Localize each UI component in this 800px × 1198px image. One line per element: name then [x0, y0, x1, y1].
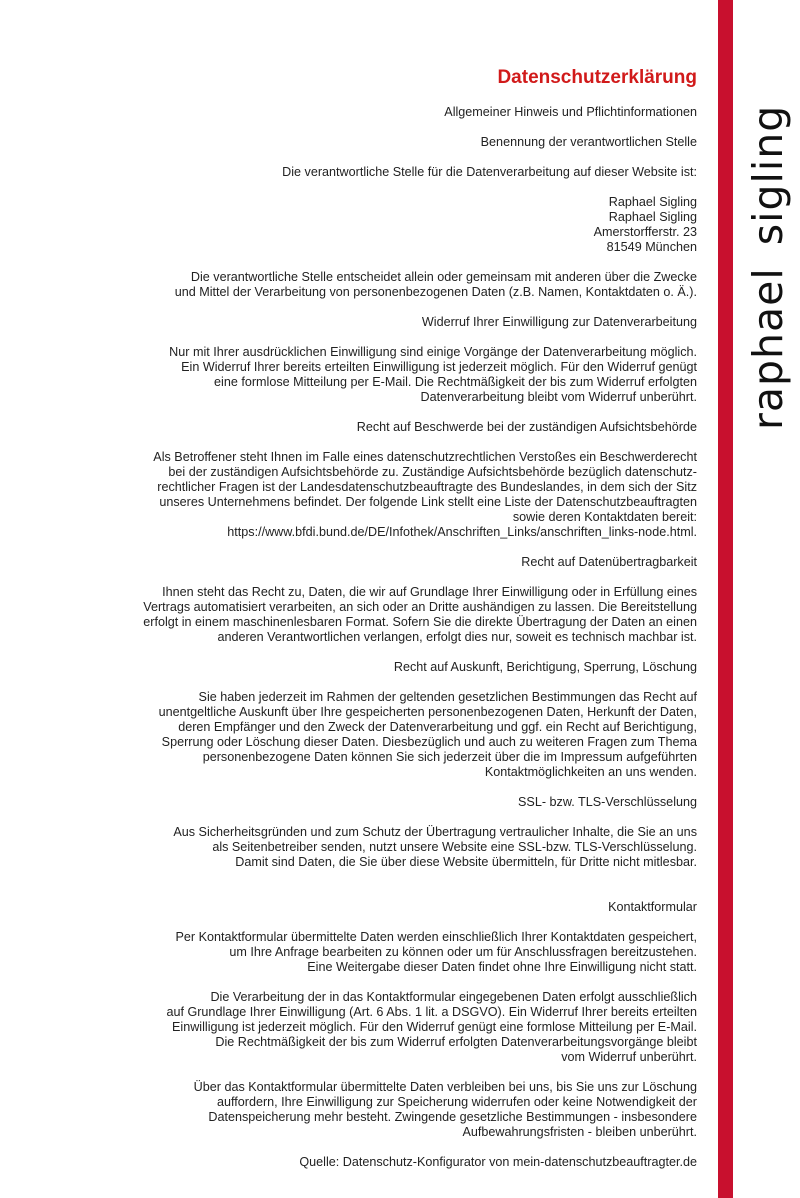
section-heading: Widerruf Ihrer Einwilligung zur Datenverarbeitung — [421, 315, 697, 329]
text-line: auffordern, Ihre Einwilligung zur Speicherung widerrufen oder keine Notwendigkeit der — [216, 1095, 697, 1109]
section-heading: Kontaktformular — [608, 900, 697, 914]
text-line: Einwilligung ist jederzeit möglich. Für den Widerruf genügt eine formlose Mitteilung per E-Mail. — [172, 1020, 697, 1034]
text-line: erfolgt in einem maschinenlesbaren Format. Sofern Sie die direkte Übertragung der Daten an einen — [143, 615, 697, 629]
text-line: rechtlicher Fragen ist der Landesdatenschutzbeauftragte des Bundeslandes, in dem sich der Sitz — [157, 480, 697, 494]
text-line: https://www.bfdi.bund.de/DE/Infothek/Anschriften_Links/anschriften_links-node.html. — [227, 525, 697, 539]
text-line: Über das Kontaktformular übermittelte Daten verbleiben bei uns, bis Sie uns zur Löschung — [193, 1080, 697, 1094]
text-line: deren Empfänger und den Zweck der Datenverarbeitung und ggf. ein Recht auf Berichtigung, — [178, 720, 697, 734]
text-line: Die Rechtmäßigkeit der bis zum Widerruf erfolgten Datenverarbeitungsvorgänge bleibt — [215, 1035, 697, 1049]
paragraph — [60, 195, 697, 255]
text-line: Datenspeicherung mehr besteht. Zwingende gesetzliche Bestimmungen - insbesondere — [208, 1110, 697, 1124]
text-line: Die verantwortliche Stelle entscheidet allein oder gemeinsam mit anderen über die Zwecke — [190, 270, 697, 284]
paragraph — [60, 1155, 697, 1170]
section-heading: Benennung der verantwortlichen Stelle — [480, 135, 697, 149]
text-line: Kontaktmöglichkeiten an uns wenden. — [484, 765, 697, 779]
paragraph — [60, 690, 697, 780]
text-line: eine formlose Mitteilung per E-Mail. Die Rechtmäßigkeit der bis zum Widerruf erfolgten — [214, 375, 697, 389]
spacer — [60, 885, 697, 900]
text-line: Die verantwortliche Stelle für die Datenverarbeitung auf dieser Website ist: — [282, 165, 697, 179]
paragraph — [60, 165, 697, 180]
privacy-policy-content — [60, 64, 697, 1185]
text-line: auf Grundlage Ihrer Einwilligung (Art. 6 Abs. 1 lit. a DSGVO). Ein Widerruf Ihrer bereits erteilten — [166, 1005, 697, 1019]
text-line: personenbezogene Daten können Sie sich jederzeit über die im Impressum aufgeführten — [202, 750, 697, 764]
text-line: Quelle: Datenschutz-Konfigurator von mein-datenschutzbeauftragter.de — [299, 1155, 697, 1169]
paragraph — [60, 930, 697, 975]
text-line: Sie haben jederzeit im Rahmen der geltenden gesetzlichen Bestimmungen das Recht auf — [198, 690, 697, 704]
policy-sections — [60, 105, 697, 1170]
text-line: Raphael Sigling — [608, 210, 697, 224]
brand-logo — [744, 105, 792, 430]
text-line: 81549 München — [606, 240, 697, 254]
text-line: Amerstorfferstr. 23 — [593, 225, 697, 239]
brand-accent-bar — [718, 0, 733, 1198]
text-line: um Ihre Anfrage bearbeiten zu können oder um für Anschlussfragen bereitzustehen. — [229, 945, 697, 959]
text-line: Die Verarbeitung der in das Kontaktformular eingegebenen Daten erfolgt ausschließlich — [210, 990, 697, 1004]
text-line: Aufbewahrungsfristen - bleiben unberührt. — [462, 1125, 697, 1139]
page-title: Datenschutzerklärung — [497, 67, 697, 88]
text-line: Datenverarbeitung bleibt vom Widerruf unberührt. — [420, 390, 697, 404]
text-line: und Mittel der Verarbeitung von personenbezogenen Daten (z.B. Namen, Kontaktdaten o. Ä.). — [174, 285, 697, 299]
text-line: Ihnen steht das Recht zu, Daten, die wir auf Grundlage Ihrer Einwilligung oder in Erfüllung eines — [162, 585, 697, 599]
paragraph — [60, 450, 697, 540]
section-heading: Allgemeiner Hinweis und Pflichtinformationen — [444, 105, 697, 119]
section-heading: Recht auf Datenübertragbarkeit — [521, 555, 697, 569]
text-line: unseres Unternehmens befindet. Der folgende Link stellt eine Liste der Datenschutzbeauftragten — [159, 495, 697, 509]
paragraph — [60, 825, 697, 870]
text-line: Vertrags automatisiert verarbeiten, an sich oder an Dritte aushändigen zu lassen. Die Bereitstellung — [143, 600, 697, 614]
paragraph — [60, 270, 697, 300]
text-line: Aus Sicherheitsgründen und zum Schutz der Übertragung vertraulicher Inhalte, die Sie an uns — [173, 825, 697, 839]
brand-first-name: raphael — [744, 267, 792, 430]
text-line: anderen Verantwortlichen verlangen, erfolgt dies nur, soweit es technisch machbar ist. — [217, 630, 697, 644]
paragraph — [60, 1080, 697, 1140]
brand-last-name: sigling — [744, 104, 792, 246]
paragraph — [60, 585, 697, 645]
paragraph — [60, 990, 697, 1065]
text-line: Nur mit Ihrer ausdrücklichen Einwilligung sind einige Vorgänge der Datenverarbeitung möglich. — [169, 345, 697, 359]
section-heading: Recht auf Auskunft, Berichtigung, Sperrung, Löschung — [393, 660, 697, 674]
text-line: bei der zuständigen Aufsichtsbehörde zu. Zuständige Aufsichtsbehörde bezüglich datenschutz- — [168, 465, 697, 479]
section-heading: SSL- bzw. TLS-Verschlüsselung — [518, 795, 697, 809]
paragraph — [60, 345, 697, 405]
text-line: sowie deren Kontaktdaten bereit: — [512, 510, 697, 524]
text-line: unentgeltliche Auskunft über Ihre gespeicherten personenbezogenen Daten, Herkunft der Daten, — [158, 705, 697, 719]
text-line: Per Kontaktformular übermittelte Daten werden einschließlich Ihrer Kontaktdaten gespeichert, — [175, 930, 697, 944]
text-line: Damit sind Daten, die Sie über diese Website übermitteln, für Dritte nicht mitlesbar. — [235, 855, 697, 869]
text-line: vom Widerruf unberührt. — [561, 1050, 697, 1064]
text-line: Raphael Sigling — [608, 195, 697, 209]
text-line: Ein Widerruf Ihrer bereits erteilten Einwilligung ist jederzeit möglich. Für den Widerruf genügt — [181, 360, 697, 374]
section-heading: Recht auf Beschwerde bei der zuständigen Aufsichtsbehörde — [356, 420, 697, 434]
text-line: Als Betroffener steht Ihnen im Falle eines datenschutzrechtlichen Verstoßes ein Beschwerderecht — [153, 450, 697, 464]
text-line: als Seitenbetreiber senden, nutzt unsere Website eine SSL-bzw. TLS-Verschlüsselung. — [212, 840, 697, 854]
text-line: Eine Weitergabe dieser Daten findet ohne Ihre Einwilligung nicht statt. — [307, 960, 697, 974]
text-line: Sperrung oder Löschung dieser Daten. Diesbezüglich und auch zu weiteren Fragen zum Thema — [161, 735, 697, 749]
